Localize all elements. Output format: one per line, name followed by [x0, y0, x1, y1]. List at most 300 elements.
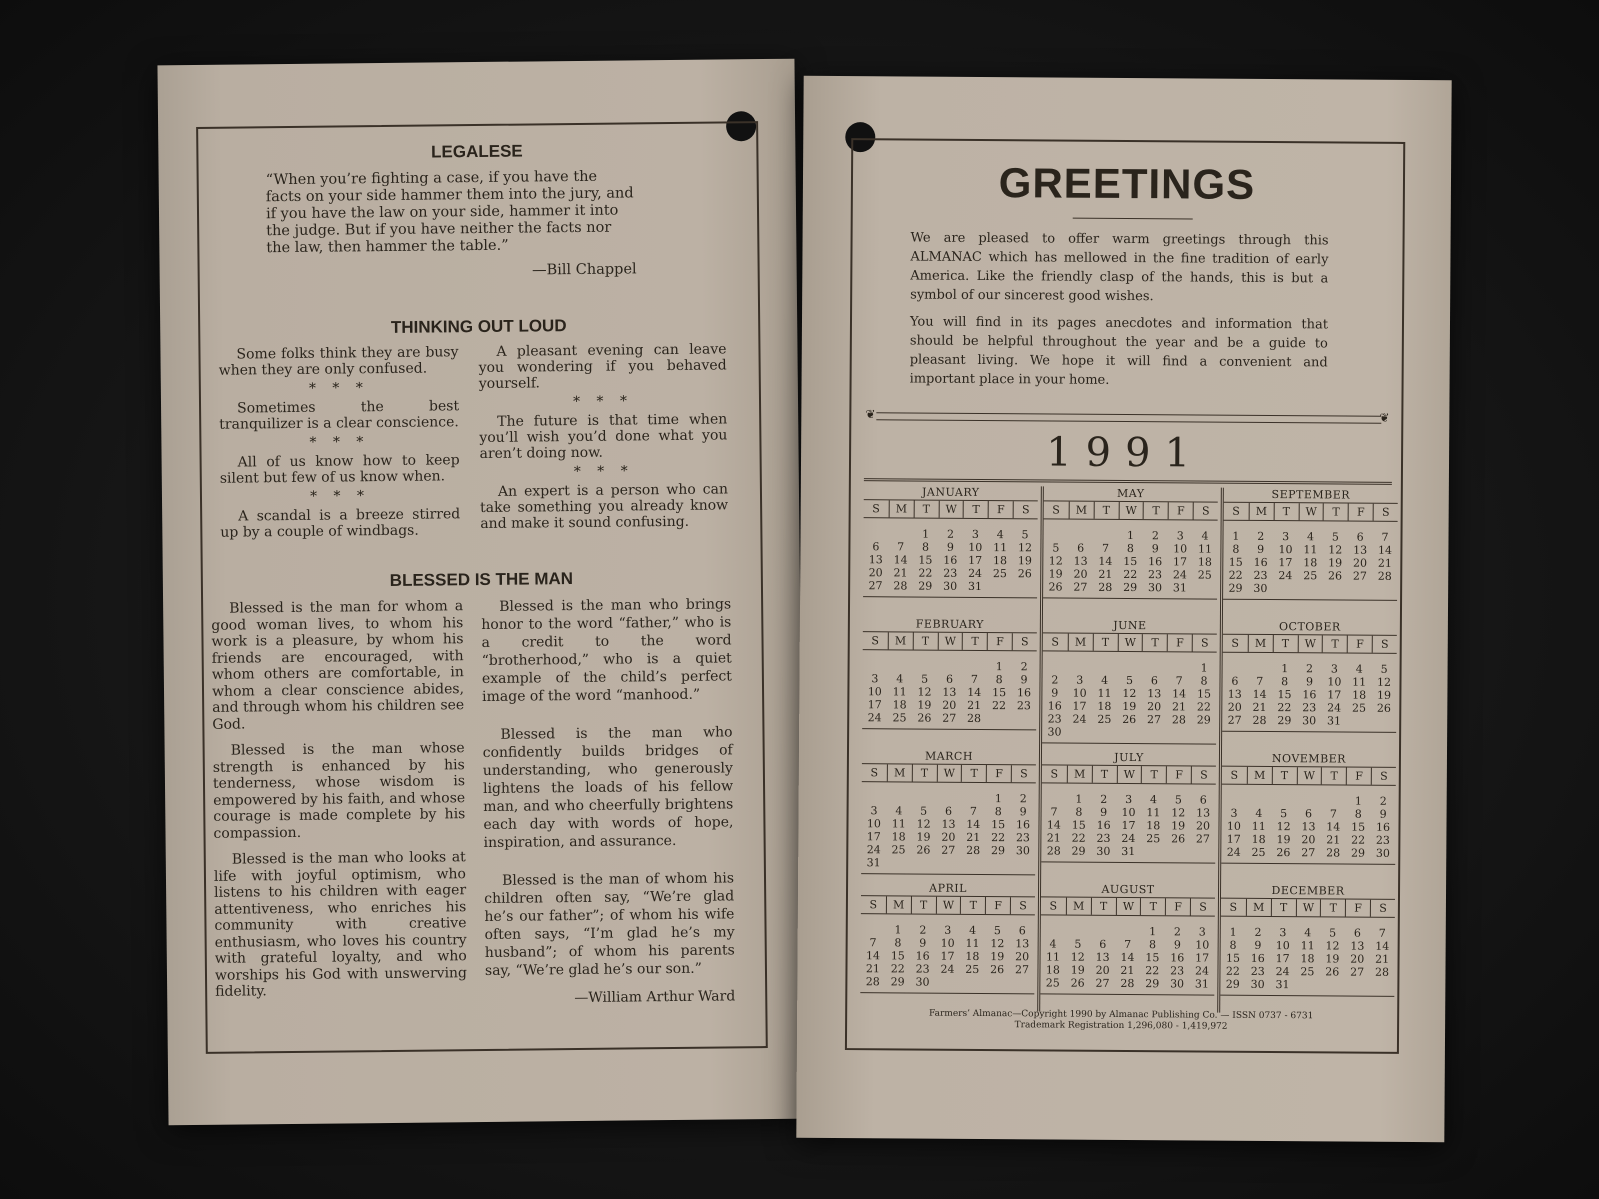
weekday-header: [1044, 500, 1218, 520]
month-name: JULY: [1114, 750, 1144, 765]
day-cell: 14: [1046, 818, 1061, 832]
day-cell: 25: [992, 567, 1007, 581]
day-cell: 24: [1172, 568, 1187, 582]
day-cell: 29: [918, 579, 933, 593]
day-cell: 11: [1251, 819, 1266, 833]
day-cell: 13: [941, 817, 956, 831]
day-cell: 27: [1350, 965, 1365, 979]
weekday-label: W: [1115, 898, 1140, 915]
day-cell: 29: [990, 844, 1006, 858]
ornament-right: ❦: [1379, 410, 1390, 425]
empty-cell: [961, 792, 986, 805]
day-cell: 10: [1327, 675, 1342, 689]
day-cell: 26: [1171, 832, 1186, 846]
day-cell: 1: [994, 792, 1002, 806]
day-grid: [1222, 662, 1396, 728]
day-cell: 1: [1281, 662, 1289, 676]
day-cell: 3: [1230, 806, 1238, 820]
day-cell: 7: [1175, 674, 1183, 688]
day-cell: 27: [1227, 713, 1242, 727]
thinking-item: Some folks think they are busy when they are only confused.: [218, 344, 459, 379]
weekday-label: W: [1297, 635, 1322, 652]
day-cell: 31: [967, 579, 983, 594]
day-cell: 5: [1329, 926, 1337, 940]
weekday-label: T: [911, 897, 936, 914]
greetings-text: [909, 229, 1328, 400]
day-cell: 8: [922, 540, 930, 554]
weekday-label: F: [1165, 898, 1190, 915]
weekday-label: T: [1273, 503, 1298, 520]
weekday-label: S: [1052, 503, 1060, 517]
day-cell: 20: [1147, 700, 1162, 714]
day-cell: 17: [1327, 688, 1342, 702]
day-cell: 25: [1303, 569, 1318, 583]
day-cell: 14: [1252, 687, 1267, 701]
day-cell: 27: [1147, 713, 1162, 727]
day-cell: 5: [1331, 530, 1339, 544]
weekday-label: T: [1322, 635, 1347, 652]
day-grid: [861, 791, 1036, 870]
day-cell: 23: [1170, 964, 1185, 978]
day-cell: 9: [946, 540, 954, 554]
star-divider: * * *: [308, 380, 369, 397]
day-cell: 2: [1020, 660, 1028, 674]
weekday-label: T: [961, 765, 986, 782]
day-cell: 25: [1097, 712, 1112, 726]
day-cell: 16: [915, 949, 930, 963]
weekday-label: M: [1246, 899, 1271, 916]
thinking-item: All of us know how to keep silent but few of us know when.: [219, 452, 460, 487]
day-cell: 13: [1095, 950, 1110, 964]
day-cell: 5: [1125, 674, 1134, 688]
day-cell: 31: [1194, 977, 1209, 991]
day-cell: 1: [1200, 661, 1208, 675]
day-cell: 7: [1256, 674, 1264, 688]
day-grid: [1221, 794, 1395, 860]
blessed-paragraph: Blessed is the man whose strength is enhanced by his tenderness, whose wisdom is empowered by his faith, and whose courage is made complete by his compassion.: [212, 740, 466, 842]
day-cell: 12: [1171, 806, 1186, 820]
day-cell: 11: [1045, 950, 1061, 964]
weekday-label: F: [1348, 504, 1373, 521]
day-cell: 14: [967, 685, 982, 700]
day-cell: 2: [1257, 529, 1265, 543]
copyright-line: Farmers’ Almanac—Copyright 1990 by Almanac Publishing Co. — ISSN 0737 - 6731: [928, 1008, 1314, 1022]
day-cell: 22: [991, 699, 1007, 713]
day-cell: 19: [1376, 688, 1392, 702]
thinking-item: Sometimes the best tranquilizer is a clear conscience.: [219, 398, 460, 433]
day-cell: 22: [1145, 964, 1160, 978]
weekday-label: T: [1272, 635, 1297, 652]
ornament-left: ❦: [865, 407, 876, 422]
left-page: [157, 59, 805, 1126]
weekday-label: S: [1191, 766, 1216, 783]
month-january: [863, 485, 1038, 618]
weekday-header: [862, 763, 1036, 783]
weekday-label: S: [1051, 635, 1060, 649]
weekday-label: S: [1049, 899, 1058, 913]
day-cell: 20: [1227, 700, 1242, 714]
weekday-label: T: [1092, 634, 1117, 651]
day-cell: 27: [868, 579, 883, 593]
day-cell: 4: [1149, 793, 1158, 807]
month-bottom-rule: [863, 592, 1037, 598]
day-cell: 9: [1257, 542, 1265, 556]
empty-cell: [1223, 662, 1248, 675]
weekday-label: S: [1012, 633, 1037, 650]
day-cell: 10: [1121, 805, 1136, 820]
weekday-header: [861, 895, 1035, 915]
month-february: [862, 617, 1037, 750]
day-cell: 13: [1073, 554, 1088, 568]
day-cell: 2: [1173, 925, 1181, 939]
day-cell: 25: [1251, 845, 1266, 859]
day-cell: 18: [891, 830, 906, 844]
day-cell: 13: [868, 553, 883, 567]
day-cell: 18: [992, 554, 1008, 568]
day-cell: 3: [1125, 793, 1133, 807]
day-cell: 3: [870, 804, 878, 818]
day-cell: 3: [1330, 662, 1338, 676]
day-cell: 28: [1377, 569, 1392, 583]
weekday-label: S: [1370, 900, 1395, 917]
day-cell: 25: [1146, 832, 1161, 846]
weekday-label: F: [985, 897, 1010, 914]
day-cell: 15: [1123, 554, 1138, 569]
day-cell: 20: [942, 698, 957, 712]
day-cell: 21: [1098, 567, 1113, 581]
day-cell: 15: [1071, 818, 1086, 832]
day-cell: 25: [1351, 701, 1367, 715]
day-cell: 21: [1252, 700, 1267, 714]
weekday-label: W: [935, 897, 960, 914]
day-cell: 4: [1304, 926, 1312, 940]
greetings-paragraph: We are pleased to offer warm greetings through this ALMANAC which has mellowed in the fine tradition of early America. Like the friendly clasp of the hands, this is but a symbol of our sincerest good wishes.: [910, 230, 1329, 305]
weekday-label: S: [869, 898, 878, 912]
day-cell: 18: [1197, 555, 1212, 569]
day-cell: 29: [890, 975, 905, 989]
day-cell: 16: [943, 553, 958, 567]
empty-cell: [1222, 794, 1247, 807]
thinking-item: A scandal is a breeze stirred up by a couple of windbags.: [220, 506, 461, 541]
day-cell: 8: [1200, 674, 1208, 688]
weekday-label: F: [1168, 502, 1193, 519]
blessed-paragraph: Blessed is the man who confidently builds bridges of understanding, who generously lightens the loads of his fellow man, and who cheerfully brightens each day with words of hope, inspiration, and assurance.: [482, 724, 734, 851]
thinking-item: The future is that time when you’ll wish you’d done what you aren’t doing now.: [479, 411, 728, 463]
day-cell: 8: [894, 936, 902, 950]
day-cell: 28: [893, 579, 908, 593]
day-cell: 1: [1354, 794, 1362, 808]
day-cell: 12: [916, 817, 931, 831]
day-cell: 10: [1072, 686, 1087, 700]
day-grid: [863, 527, 1037, 593]
day-cell: 19: [1122, 699, 1137, 714]
day-cell: 18: [1300, 952, 1315, 966]
day-cell: 23: [1302, 701, 1317, 715]
weekday-label: W: [1298, 503, 1323, 520]
day-cell: 18: [1303, 556, 1318, 570]
day-cell: 20: [1301, 833, 1316, 847]
day-cell: 30: [1170, 977, 1185, 991]
day-cell: 16: [1375, 820, 1391, 834]
weekday-header: [864, 499, 1038, 519]
day-cell: 24: [1226, 845, 1241, 859]
day-cell: 6: [1099, 937, 1107, 951]
weekday-label: W: [937, 633, 962, 650]
weekday-label: W: [936, 765, 961, 782]
day-cell: 10: [968, 540, 983, 555]
day-cell: 23: [1250, 964, 1265, 978]
month-november: [1221, 752, 1396, 885]
day-cell: 20: [1196, 819, 1211, 833]
day-cell: 1: [1149, 925, 1157, 939]
day-cell: 28: [1252, 713, 1267, 727]
day-cell: 19: [917, 698, 932, 712]
day-cell: 26: [1325, 965, 1340, 979]
day-cell: 20: [1350, 952, 1365, 966]
day-cell: 17: [940, 949, 955, 963]
day-cell: 15: [992, 686, 1007, 700]
day-cell: 23: [1253, 568, 1268, 583]
day-cell: 3: [944, 923, 952, 937]
day-cell: 16: [1253, 555, 1268, 570]
day-cell: 11: [892, 685, 907, 699]
day-cell: 24: [867, 711, 882, 725]
empty-cell: [863, 527, 888, 540]
day-cell: 18: [892, 698, 907, 712]
day-cell: 21: [865, 962, 880, 976]
day-cell: 12: [1325, 939, 1340, 953]
day-cell: 29: [1350, 846, 1366, 860]
month-name: SEPTEMBER: [1271, 488, 1351, 502]
day-cell: 15: [1145, 951, 1160, 965]
day-cell: 3: [971, 527, 979, 541]
day-cell: 13: [1196, 806, 1211, 820]
day-cell: 1: [995, 660, 1003, 674]
weekday-header: [863, 631, 1037, 651]
day-cell: 11: [1097, 686, 1112, 700]
day-cell: 23: [1096, 831, 1111, 845]
day-cell: 23: [1148, 568, 1163, 582]
day-cell: 20: [941, 830, 956, 844]
day-cell: 23: [1016, 699, 1031, 713]
day-cell: 17: [1275, 952, 1290, 966]
day-cell: 15: [1351, 820, 1366, 834]
day-cell: 2: [1379, 794, 1387, 808]
thinking-left-column: [218, 344, 460, 541]
day-cell: 13: [1301, 820, 1316, 834]
day-grid: [862, 659, 1036, 725]
day-cell: 22: [918, 566, 933, 580]
day-cell: 7: [1050, 805, 1058, 819]
day-cell: 26: [1048, 580, 1063, 594]
day-cell: 11: [965, 936, 980, 950]
day-cell: 30: [1302, 714, 1317, 728]
greetings-paragraph: You will find in its pages anecdotes and information that should be helpful throughout the year and be a guide to pleasant living. We hope it will find a convenient and important place in your home.: [909, 314, 1329, 388]
day-cell: 7: [869, 936, 877, 950]
weekday-label: W: [1296, 767, 1321, 784]
day-cell: 5: [1380, 662, 1388, 676]
legalese-quote-block: [266, 168, 637, 282]
day-cell: 24: [866, 843, 881, 857]
weekday-label: M: [888, 500, 913, 517]
blessed-attribution: —William Arthur Ward: [574, 988, 736, 1007]
day-cell: 28: [865, 975, 880, 989]
day-cell: 14: [1120, 950, 1135, 965]
legalese-quote: “When you’re fighting a case, if you have the facts on your side hammer them into the jury, and if you have the law on your side, hammer it into the judge. But if you have neither the facts nor the law, then hammer the table.”: [265, 168, 634, 257]
day-cell: 31: [1121, 844, 1136, 859]
day-cell: 30: [1047, 725, 1062, 739]
day-cell: 13: [1015, 937, 1030, 951]
day-cell: 3: [1176, 529, 1184, 543]
weekday-label: S: [1050, 767, 1059, 781]
day-cell: 29: [1145, 977, 1160, 991]
day-cell: 7: [1381, 530, 1389, 544]
day-cell: 27: [1073, 580, 1088, 594]
day-cell: 13: [942, 685, 957, 699]
weekday-label: T: [913, 501, 938, 518]
thinking-right-column: [478, 341, 728, 532]
weekday-label: T: [962, 633, 987, 650]
day-cell: 29: [1071, 844, 1086, 858]
day-cell: 27: [1301, 846, 1316, 860]
empty-cell: [1090, 925, 1115, 938]
day-cell: 22: [1277, 701, 1292, 715]
day-cell: 2: [1306, 662, 1314, 676]
day-cell: 19: [1171, 819, 1186, 833]
day-cell: 15: [1196, 687, 1212, 701]
day-cell: 22: [1123, 567, 1138, 582]
month-december: [1220, 884, 1395, 1017]
blessed-title: BLESSED IS THE MAN: [389, 569, 574, 590]
weekday-label: F: [1345, 900, 1370, 917]
weekday-label: W: [938, 501, 963, 518]
weekday-label: S: [1371, 768, 1396, 785]
weekday-header: [1041, 896, 1215, 916]
empty-cell: [1043, 660, 1068, 673]
day-cell: 21: [1046, 831, 1061, 845]
weekday-label: S: [1372, 636, 1397, 653]
blessed-paragraph: Blessed is the man for whom a good woman lives, to whom his work is a pleasure, by whom his friends are encouraged, with whom others are comfortable, in whom a clear conscience abides, and through whom his children see God.: [211, 598, 465, 733]
day-cell: 4: [996, 528, 1004, 542]
thinking-item: A pleasant evening can leave you wondering if you behaved yourself.: [478, 341, 727, 393]
day-cell: 6: [1305, 807, 1313, 821]
weekday-header: [1221, 898, 1395, 918]
weekday-label: T: [1142, 634, 1167, 651]
day-cell: 4: [895, 804, 903, 818]
weekday-label: S: [870, 766, 879, 780]
day-cell: 28: [1171, 713, 1186, 727]
weekday-header: [1042, 764, 1216, 784]
day-cell: 27: [1352, 569, 1367, 583]
day-cell: 29: [1228, 581, 1243, 595]
blessed-paragraph: Blessed is the man who looks at life with joyful optimism, who listens to his children with eager attentiveness, who enriches his community with creative enthusiasm, who loves his country with grateful loyalty, and who worships his God with unswerving fidelity.: [213, 849, 468, 1000]
weekday-label: M: [1066, 898, 1091, 915]
day-cell: 21: [1377, 556, 1392, 570]
weekday-label: W: [1295, 899, 1320, 916]
month-april: [860, 881, 1035, 1014]
day-cell: 22: [1228, 568, 1243, 582]
day-cell: 14: [1172, 687, 1187, 701]
weekday-label: W: [1116, 766, 1141, 783]
day-grid: [1042, 660, 1217, 739]
day-cell: 18: [1146, 819, 1161, 833]
day-cell: 22: [890, 962, 905, 976]
day-cell: 24: [1194, 964, 1210, 978]
month-bottom-rule: [1223, 595, 1397, 601]
day-cell: 17: [1195, 951, 1210, 965]
day-cell: 7: [1102, 541, 1110, 555]
weekday-label: F: [987, 633, 1012, 650]
weekday-label: M: [887, 764, 912, 781]
day-cell: 4: [1101, 673, 1109, 687]
day-cell: 19: [1017, 554, 1032, 568]
day-cell: 17: [867, 698, 882, 712]
weekday-label: S: [1229, 900, 1238, 914]
day-cell: 15: [991, 818, 1006, 832]
empty-cell: [911, 792, 936, 805]
day-cell: 24: [1121, 831, 1136, 846]
month-bottom-rule: [862, 724, 1036, 730]
day-cell: 22: [1225, 964, 1240, 978]
weekday-label: S: [1193, 502, 1218, 519]
day-cell: 24: [1072, 712, 1087, 726]
weekday-label: S: [1373, 504, 1398, 521]
weekday-label: T: [1143, 502, 1168, 519]
day-cell: 4: [1255, 806, 1263, 820]
day-cell: 31: [1275, 978, 1290, 992]
weekday-label: S: [1190, 898, 1215, 915]
day-grid: [1043, 528, 1217, 594]
day-cell: 14: [1098, 554, 1113, 568]
day-cell: 23: [1015, 831, 1031, 845]
day-cell: 3: [1076, 673, 1084, 687]
day-cell: 2: [946, 527, 955, 541]
month-bottom-rule: [860, 988, 1034, 994]
thinking-item: An expert is a person who can take something you already know and make it sound confusing.: [480, 481, 729, 533]
weekday-label: T: [1091, 898, 1116, 915]
day-cell: 15: [1225, 951, 1241, 965]
month-bottom-rule: [1042, 738, 1216, 744]
weekday-label: M: [1067, 766, 1092, 783]
empty-cell: [1042, 792, 1067, 805]
day-cell: 26: [1122, 712, 1137, 727]
day-cell: 24: [968, 566, 983, 581]
weekday-label: F: [1167, 634, 1192, 651]
day-cell: 6: [945, 804, 953, 818]
month-name: NOVEMBER: [1271, 752, 1347, 766]
day-cell: 29: [1277, 714, 1292, 728]
day-cell: 11: [1352, 675, 1367, 689]
month-may: [1043, 486, 1218, 619]
day-cell: 15: [890, 949, 905, 963]
day-cell: 1: [1126, 529, 1135, 543]
weekday-label: M: [1068, 634, 1093, 651]
day-cell: 12: [1328, 543, 1343, 557]
weekday-label: W: [1117, 634, 1142, 651]
weekday-header: [1043, 632, 1217, 652]
day-cell: 11: [891, 817, 906, 831]
day-cell: 4: [1306, 530, 1315, 544]
empty-cell: [887, 659, 912, 672]
day-cell: 15: [1228, 555, 1243, 569]
day-cell: 28: [1098, 580, 1113, 594]
empty-cell: [1066, 925, 1091, 938]
month-name: MARCH: [924, 749, 974, 763]
day-cell: 18: [1352, 688, 1367, 702]
day-grid: [1041, 792, 1215, 858]
day-cell: 14: [966, 817, 981, 832]
day-cell: 7: [897, 540, 905, 554]
